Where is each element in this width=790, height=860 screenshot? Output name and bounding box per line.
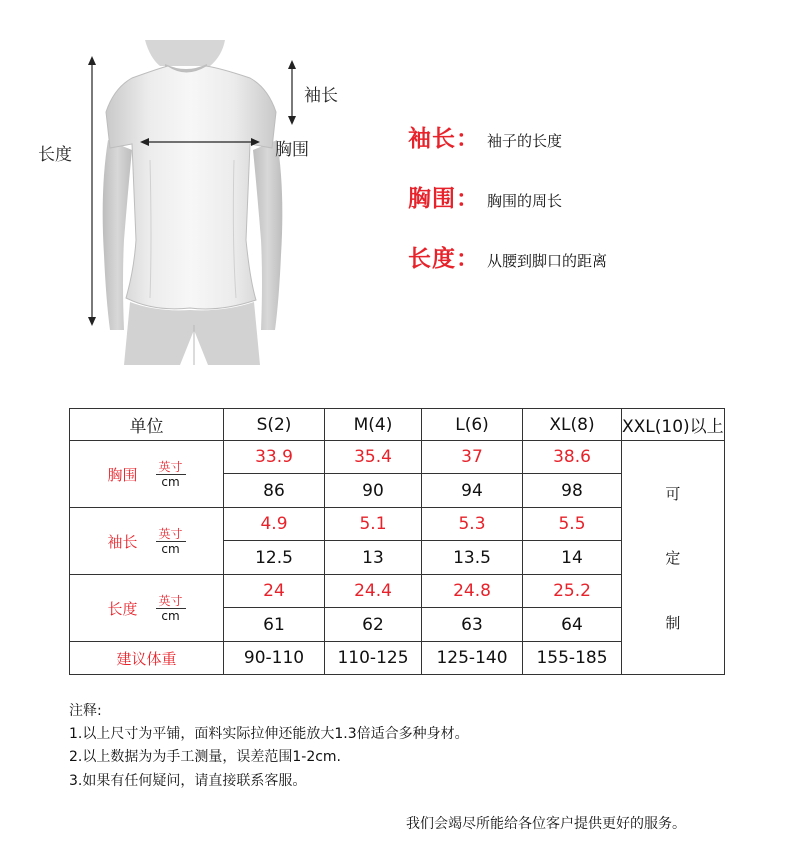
length-dimension-label: 长度: [38, 145, 72, 165]
chest-dimension-label: 胸围: [275, 140, 309, 160]
sleeve-inch-m: 5.1: [325, 508, 422, 541]
header-size-m: M(4): [325, 409, 422, 441]
unit-inch: 英寸: [156, 594, 186, 609]
legend-chest: [408, 180, 562, 213]
chest-inch-l: 37: [422, 441, 523, 474]
notes-title: 注释:: [69, 703, 102, 719]
length-inch-m: 24.4: [325, 575, 422, 608]
header-size-xxl: XXL(10)以上: [622, 409, 725, 441]
note-item-1: 1.以上尺寸为平铺，面料实际拉伸还能放大1.3倍适合多种身材。: [69, 726, 469, 742]
length-inch-s: 24: [224, 575, 325, 608]
length-arrow: [85, 56, 99, 326]
legend-key: 长度: [408, 246, 456, 272]
chest-inch-m: 35.4: [325, 441, 422, 474]
unit-stack: [156, 594, 186, 623]
row-label-sleeve: [70, 508, 224, 575]
sleeve-arrow: [285, 60, 299, 125]
legend-desc: 袖子的长度: [487, 132, 563, 150]
row-label-chest: [70, 441, 224, 508]
header-size-l: L(6): [422, 409, 523, 441]
closing-message: 我们会竭尽所能给各位客户提供更好的服务。: [406, 816, 686, 832]
sleeve-cm-s: 12.5: [224, 541, 325, 575]
chest-inch-xl: 38.6: [523, 441, 622, 474]
unit-cm: cm: [161, 541, 180, 556]
table-header-row: [70, 409, 725, 441]
unit-stack: [156, 460, 186, 489]
legend-desc: 从腰到脚口的距离: [487, 252, 608, 270]
row-label-weight: [70, 642, 224, 675]
header-size-s: S(2): [224, 409, 325, 441]
header-size-xl: XL(8): [523, 409, 622, 441]
unit-inch: 英寸: [156, 527, 186, 542]
weight-s: 90-110: [224, 642, 325, 675]
custom-char: 制: [665, 613, 681, 632]
sleeve-inch-xl: 5.5: [523, 508, 622, 541]
weight-l: 125-140: [422, 642, 523, 675]
row-label-text: 胸围: [107, 465, 138, 484]
chest-cm-xl: 98: [523, 474, 622, 508]
sleeve-cm-xl: 14: [523, 541, 622, 575]
length-cm-l: 63: [422, 608, 523, 642]
note-item-3: 3.如果有任何疑问，请直接联系客服。: [69, 773, 307, 789]
chest-cm-l: 94: [422, 474, 523, 508]
length-inch-xl: 25.2: [523, 575, 622, 608]
weight-xl: 155-185: [523, 642, 622, 675]
weight-m: 110-125: [325, 642, 422, 675]
sleeve-cm-l: 13.5: [422, 541, 523, 575]
unit-cm: cm: [161, 474, 180, 489]
sleeve-cm-m: 13: [325, 541, 422, 575]
legend-sleeve: [408, 120, 562, 153]
unit-inch: 英寸: [156, 460, 186, 475]
legend-length: [408, 240, 607, 273]
row-label-text: 长度: [107, 599, 138, 618]
length-cm-m: 62: [325, 608, 422, 642]
note-item-2: 2.以上数据为为手工测量，误差范围1-2cm.: [69, 749, 342, 765]
row-label-text: 建议体重: [116, 649, 177, 668]
sleeve-inch-s: 4.9: [224, 508, 325, 541]
chest-cm-m: 90: [325, 474, 422, 508]
chest-inch-s: 33.9: [224, 441, 325, 474]
legend-key: 胸围: [408, 186, 456, 212]
legend-colon: ：: [456, 246, 479, 272]
custom-char: 定: [665, 549, 681, 567]
legend-colon: ：: [456, 186, 479, 212]
custom-char: 可: [665, 484, 681, 503]
legend-desc: 胸围的周长: [487, 192, 563, 210]
row-label-text: 袖长: [107, 532, 138, 551]
tshirt-model-illustration: [90, 40, 295, 365]
sleeve-inch-l: 5.3: [422, 508, 523, 541]
custom-made-cell: [622, 441, 725, 675]
length-inch-l: 24.8: [422, 575, 523, 608]
legend-key: 袖长: [408, 126, 456, 152]
length-cm-s: 61: [224, 608, 325, 642]
legend-colon: ：: [456, 126, 479, 152]
length-cm-xl: 64: [523, 608, 622, 642]
table-row: [70, 441, 725, 474]
chest-arrow: [140, 136, 260, 148]
sleeve-dimension-label: 袖长: [304, 86, 338, 106]
unit-cm: cm: [161, 608, 180, 623]
unit-stack: [156, 527, 186, 556]
header-unit: 单位: [70, 409, 224, 441]
size-chart-table: [69, 408, 725, 675]
chest-cm-s: 86: [224, 474, 325, 508]
row-label-length: [70, 575, 224, 642]
